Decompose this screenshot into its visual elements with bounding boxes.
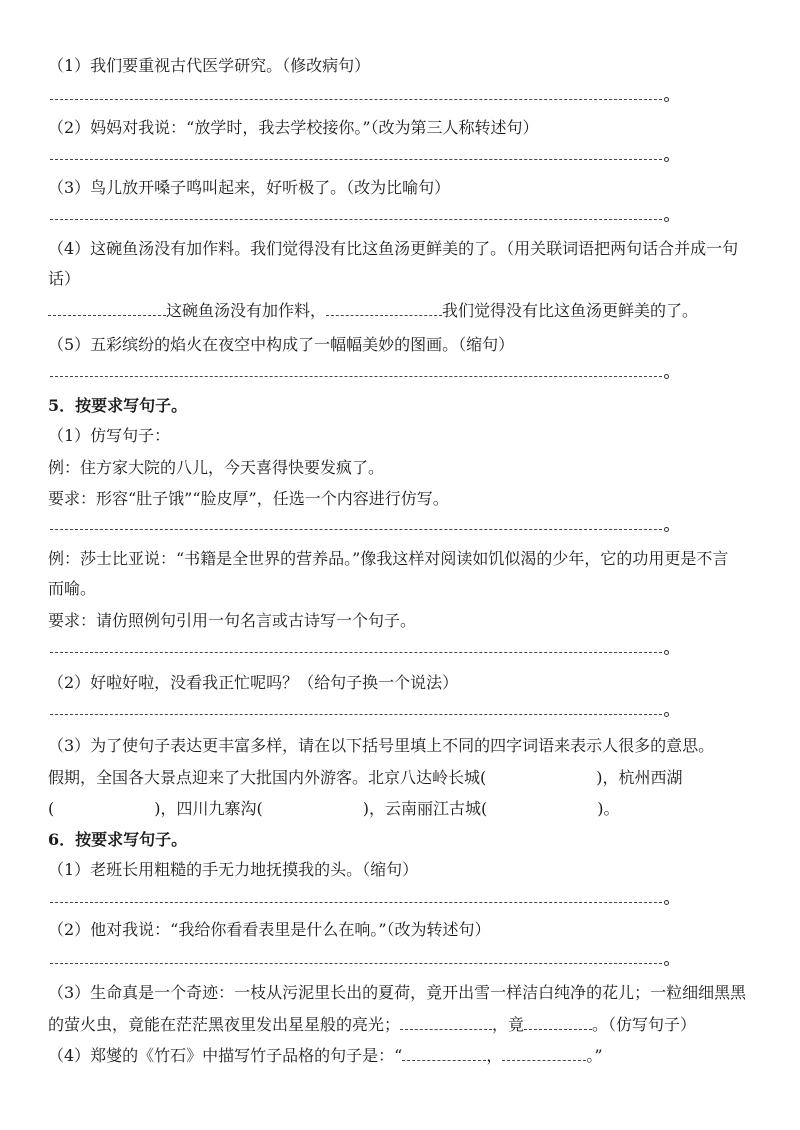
- answer-line-end: [664, 650, 669, 655]
- answer-line-end: [664, 97, 669, 102]
- requirement-1: 要求：形容“肚子饿”“脸皮厚”，任选一个内容进行仿写。: [48, 489, 449, 508]
- question-4-2: （2）妈妈对我说：“放学时，我去学校接你。”（改为第三人称转述句）: [48, 118, 539, 137]
- example-2-line2: 而喻。: [48, 579, 97, 598]
- question-6-3-line2: [48, 1014, 696, 1036]
- fill-text: 。（仿写句子）: [592, 1015, 697, 1034]
- answer-line-end: [664, 217, 669, 222]
- question-4-4-fill: [48, 300, 698, 322]
- fill-text-a: 这碗鱼汤没有加作料，: [166, 301, 327, 320]
- answer-line[interactable]: [50, 963, 662, 964]
- section-6-heading: 6．按要求写句子。: [48, 830, 188, 849]
- question-4-5: （5）五彩缤纷的焰火在夜空中构成了一幅幅美妙的图画。（缩句）: [48, 335, 515, 354]
- fill-text: ，竟: [492, 1015, 525, 1034]
- fill-text: )，四川九寨沟(: [154, 799, 263, 818]
- answer-line-end: [664, 527, 669, 532]
- fill-text: )，杭州西湖: [596, 768, 683, 787]
- answer-line[interactable]: [50, 376, 662, 377]
- question-5-3-fill-line1: [48, 767, 683, 789]
- answer-line[interactable]: [50, 529, 662, 530]
- fill-blank[interactable]: [400, 1015, 492, 1030]
- question-6-1: （1）老班长用粗糙的手无力地抚摸我的头。（缩句）: [48, 860, 419, 879]
- section-5-heading: 5．按要求写句子。: [48, 396, 188, 415]
- question-4-4-line1: （4）这碗鱼汤没有加作料。我们觉得没有比这鱼汤更鲜美的了。（用关联词语把两句话合并成一句: [48, 239, 739, 258]
- answer-line[interactable]: [50, 652, 662, 653]
- question-4-3: （3）鸟儿放开嗓子鸣叫起来，好听极了。（改为比喻句）: [48, 178, 451, 197]
- question-4-4-line2: 话）: [48, 269, 81, 288]
- answer-line-end: [664, 900, 669, 905]
- fill-text: 。”: [586, 1046, 603, 1065]
- fill-text: )。: [597, 799, 620, 818]
- fill-blank[interactable]: [502, 1046, 586, 1061]
- question-5-3-fill-line2: [48, 798, 620, 820]
- requirement-2: 要求：请仿照例句引用一句名言或古诗写一个句子。: [48, 611, 417, 630]
- answer-line-end: [664, 374, 669, 379]
- question-5-3: （3）为了使句子表达更丰富多样，请在以下括号里填上不同的四字词语来表示人很多的意思。: [48, 736, 715, 755]
- fill-blank[interactable]: [402, 1046, 486, 1061]
- question-6-2: （2）他对我说：“我给你看看表里是什么在响。”（改为转述句）: [48, 920, 491, 939]
- fill-blank[interactable]: [48, 301, 166, 316]
- fill-blank[interactable]: [524, 1015, 592, 1030]
- fill-text: 假期，全国各大景点迎来了大批国内外游客。北京八达岭长城(: [48, 768, 487, 787]
- answer-line-end: [664, 961, 669, 966]
- fill-blank[interactable]: [326, 301, 442, 316]
- fill-text: ，: [486, 1046, 503, 1065]
- question-5-2: （2）好啦好啦，没看我正忙呢吗？（给句子换一个说法）: [48, 673, 459, 692]
- answer-line[interactable]: [50, 714, 662, 715]
- question-4-1: （1）我们要重视古代医学研究。（修改病句）: [48, 56, 371, 75]
- answer-line-end: [664, 712, 669, 717]
- fill-text: 的萤火虫，竟能在茫茫黑夜里发出星星般的亮光；: [48, 1015, 401, 1034]
- question-5-1-label: （1）仿写句子：: [48, 426, 171, 445]
- fill-text: （4）郑燮的《竹石》中描写竹子品格的句子是：“: [48, 1046, 403, 1065]
- fill-text: )，云南丽江古城(: [362, 799, 488, 818]
- answer-line[interactable]: [50, 159, 662, 160]
- example-1: 例：住方家大院的八儿，今天喜得快要发疯了。: [48, 458, 385, 477]
- answer-line[interactable]: [50, 219, 662, 220]
- question-6-3-line1: （3）生命真是一个奇迹：一枝从污泥里长出的夏荷，竟开出雪一样洁白纯净的花儿；一粒细细黑黑: [48, 983, 747, 1002]
- question-6-4: [48, 1045, 603, 1067]
- answer-line[interactable]: [50, 902, 662, 903]
- fill-text: (: [48, 799, 55, 818]
- answer-line-end: [664, 157, 669, 162]
- answer-line[interactable]: [50, 99, 662, 100]
- fill-text-b: 我们觉得没有比这鱼汤更鲜美的了。: [442, 301, 699, 320]
- example-2-line1: 例：莎士比亚说：“书籍是全世界的营养品。”像我这样对阅读如饥似渴的少年，它的功用更是不言: [48, 549, 729, 568]
